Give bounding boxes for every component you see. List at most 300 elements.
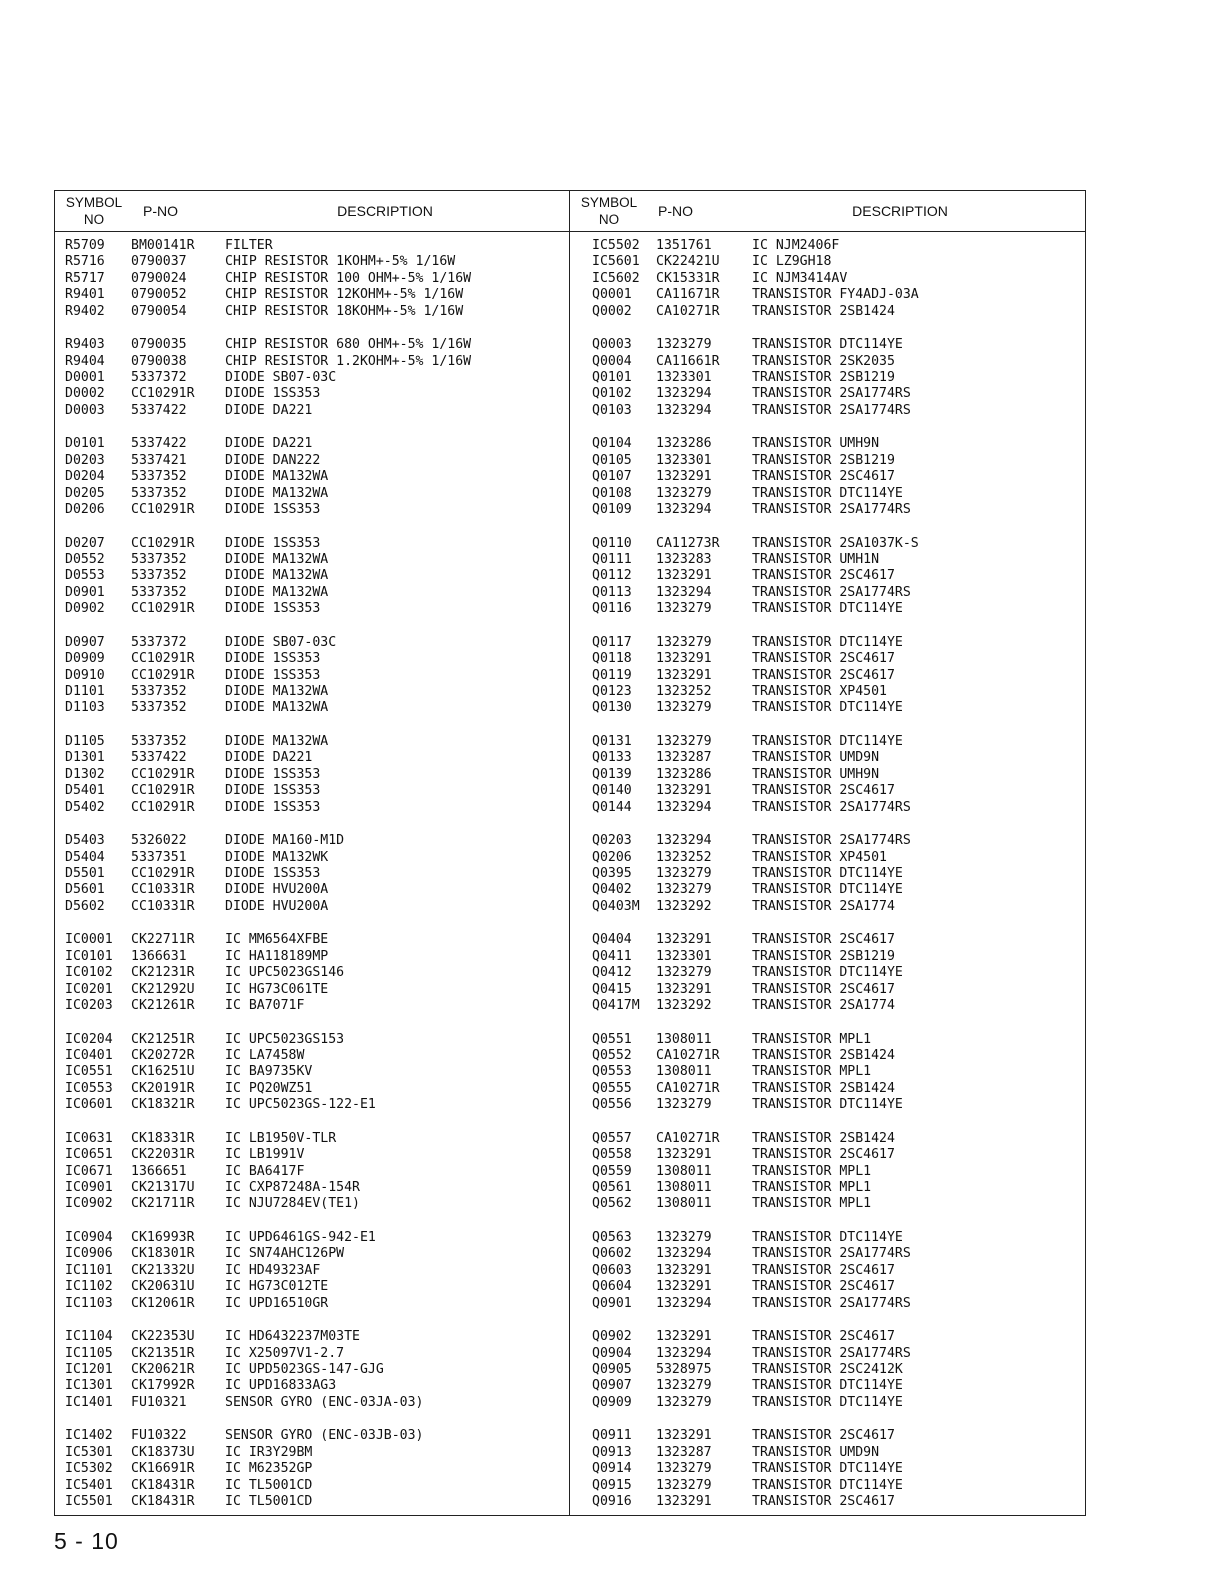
parts-group <box>55 536 569 618</box>
table-row <box>55 1263 569 1279</box>
p-no-cell: 1351761 <box>656 238 712 253</box>
description-cell: IC TL5001CD <box>225 1493 313 1509</box>
symbol-no-cell: D5401 <box>65 783 105 799</box>
p-no-cell: 1323291 <box>656 469 712 485</box>
symbol-no-cell: Q0119 <box>592 667 632 683</box>
p-no-cell: CK21231R <box>131 965 195 981</box>
p-no-cell: CA11661R <box>656 353 720 369</box>
symbol-no-cell: Q0113 <box>592 584 632 600</box>
p-no-cell: CK12061R <box>131 1295 195 1311</box>
table-row <box>570 1180 1085 1196</box>
description-cell: TRANSISTOR 2SC4617 <box>752 1279 895 1295</box>
table-row <box>570 700 1085 716</box>
table-row <box>570 1081 1085 1097</box>
table-row <box>570 536 1085 552</box>
description-cell: DIODE DA221 <box>225 750 313 766</box>
p-no-cell: CK21351R <box>131 1345 195 1361</box>
symbol-no-cell: Q0553 <box>592 1064 632 1080</box>
symbol-no-cell: D0206 <box>65 501 105 517</box>
p-no-cell: 1323292 <box>656 898 712 914</box>
p-no-cell: 1323252 <box>656 683 712 699</box>
p-no-cell: 1323291 <box>656 1147 712 1163</box>
symbol-no-cell: Q0130 <box>592 700 632 716</box>
description-cell: SENSOR GYRO (ENC-03JA-03) <box>225 1394 424 1410</box>
p-no-cell: 5337352 <box>131 568 187 584</box>
table-row <box>55 1395 569 1411</box>
p-no-cell: 1323291 <box>656 1493 712 1509</box>
table-row <box>570 1147 1085 1163</box>
symbol-no-cell: Q0116 <box>592 601 632 617</box>
symbol-no-cell: D5601 <box>65 882 105 898</box>
p-no-cell: CK21332U <box>131 1262 195 1278</box>
symbol-no-cell: Q0556 <box>592 1097 632 1113</box>
p-no-cell: 1323279 <box>656 485 712 501</box>
description-cell: DIODE 1SS353 <box>225 865 321 881</box>
description-cell: TRANSISTOR 2SC4617 <box>752 568 895 584</box>
symbol-no-cell: Q0102 <box>592 386 632 402</box>
symbol-no-cell: IC1101 <box>65 1262 113 1278</box>
table-row <box>55 354 569 370</box>
description-cell: DIODE 1SS353 <box>225 601 321 617</box>
p-no-cell: 5337352 <box>131 551 187 567</box>
right-column <box>570 191 1085 1515</box>
symbol-no-cell: IC0401 <box>65 1047 113 1063</box>
p-no-cell: 1323283 <box>656 551 712 567</box>
description-cell: DIODE MA132WA <box>225 568 329 584</box>
p-no-cell: 1323294 <box>656 1295 712 1311</box>
description-cell: TRANSISTOR 2SA1774RS <box>752 1246 911 1262</box>
symbol-no-cell: Q0909 <box>592 1394 632 1410</box>
description-cell: TRANSISTOR 2SB1219 <box>752 452 895 468</box>
symbol-no-cell: D0003 <box>65 402 105 418</box>
description-cell: DIODE MA132WA <box>225 584 329 600</box>
description-cell: TRANSISTOR 2SB1219 <box>752 948 895 964</box>
table-row <box>55 783 569 799</box>
symbol-no-cell: Q0203 <box>592 833 632 849</box>
description-cell: IC UPC5023GS-122-E1 <box>225 1097 376 1113</box>
table-row <box>570 800 1085 816</box>
p-no-cell: 1323291 <box>656 568 712 584</box>
p-no-cell: 0790052 <box>131 287 187 303</box>
table-row <box>55 1461 569 1477</box>
p-no-cell: 1308011 <box>656 1179 712 1195</box>
description-cell: DIODE MA132WA <box>225 551 329 567</box>
symbol-no-cell: Q0117 <box>592 634 632 650</box>
description-cell: TRANSISTOR 2SA1774 <box>752 997 895 1013</box>
p-no-cell: 1323279 <box>656 965 712 981</box>
p-no-cell: CA10271R <box>656 1130 720 1146</box>
symbol-no-cell: IC1104 <box>65 1329 113 1345</box>
symbol-no-cell: IC0631 <box>65 1130 113 1146</box>
parts-group <box>55 436 569 518</box>
p-no-cell: 1323287 <box>656 750 712 766</box>
description-cell: FILTER <box>225 238 273 253</box>
p-no-cell: CC10291R <box>131 651 195 667</box>
description-cell: CHIP RESISTOR 680 OHM+-5% 1/16W <box>225 337 472 353</box>
table-row <box>55 1346 569 1362</box>
header-description: DESCRIPTION <box>852 203 948 219</box>
symbol-no-cell: IC0553 <box>65 1080 113 1096</box>
description-cell: TRANSISTOR 2SC4617 <box>752 1147 895 1163</box>
description-cell: TRANSISTOR DTC114YE <box>752 634 903 650</box>
description-cell: TRANSISTOR DTC114YE <box>752 337 903 353</box>
parts-list-table <box>54 190 1086 1516</box>
parts-group <box>55 1329 569 1411</box>
table-row <box>570 486 1085 502</box>
p-no-cell: 1323294 <box>656 386 712 402</box>
p-no-cell: 1366651 <box>131 1163 187 1179</box>
parts-group <box>570 734 1085 816</box>
parts-group <box>570 1230 1085 1312</box>
header-symbol-no: SYMBOL NO <box>65 195 123 227</box>
p-no-cell: 1323301 <box>656 948 712 964</box>
symbol-no-cell: Q0133 <box>592 750 632 766</box>
p-no-cell: FU10322 <box>131 1428 187 1444</box>
table-row <box>55 1097 569 1113</box>
table-row <box>55 635 569 651</box>
p-no-cell: CC10291R <box>131 535 195 551</box>
symbol-no-cell: Q0913 <box>592 1444 632 1460</box>
p-no-cell: 1366631 <box>131 948 187 964</box>
symbol-no-cell: D0910 <box>65 667 105 683</box>
description-cell: DIODE 1SS353 <box>225 386 321 402</box>
symbol-no-cell: D0001 <box>65 369 105 385</box>
p-no-cell: 1323279 <box>656 865 712 881</box>
parts-group <box>55 1032 569 1114</box>
description-cell: IC LB1950V-TLR <box>225 1130 337 1146</box>
left-column <box>55 191 570 1515</box>
symbol-no-cell: Q0402 <box>592 882 632 898</box>
description-cell: DIODE MA160-M1D <box>225 833 345 849</box>
table-row <box>55 949 569 965</box>
symbol-no-cell: IC0102 <box>65 965 113 981</box>
description-cell: DIODE HVU200A <box>225 882 329 898</box>
description-cell: TRANSISTOR UMH9N <box>752 766 880 782</box>
table-row <box>55 271 569 287</box>
table-row <box>55 833 569 849</box>
table-row <box>570 1494 1085 1510</box>
table-row <box>570 1064 1085 1080</box>
symbol-no-cell: Q0562 <box>592 1196 632 1212</box>
description-cell: SENSOR GYRO (ENC-03JB-03) <box>225 1428 424 1444</box>
p-no-cell: 5337372 <box>131 369 187 385</box>
description-cell: TRANSISTOR 2SA1037K-S <box>752 535 919 551</box>
table-row <box>570 998 1085 1014</box>
p-no-cell: CK18301R <box>131 1246 195 1262</box>
symbol-no-cell: R9403 <box>65 337 105 353</box>
symbol-no-cell: Q0112 <box>592 568 632 584</box>
p-no-cell: CK20272R <box>131 1047 195 1063</box>
description-cell: TRANSISTOR 2SC4617 <box>752 783 895 799</box>
p-no-cell: 1323279 <box>656 1477 712 1493</box>
table-row <box>55 502 569 518</box>
description-cell: DIODE DA221 <box>225 436 313 452</box>
description-cell: TRANSISTOR 2SA1774RS <box>752 501 911 517</box>
description-cell: TRANSISTOR 2SA1774RS <box>752 584 911 600</box>
description-cell: IC BA9735KV <box>225 1064 313 1080</box>
right-header <box>570 191 1085 232</box>
description-cell: IC SN74AHC126PW <box>225 1246 345 1262</box>
parts-group <box>570 635 1085 717</box>
table-row <box>570 982 1085 998</box>
p-no-cell: CK22353U <box>131 1329 195 1345</box>
p-no-cell: CK17992R <box>131 1378 195 1394</box>
symbol-no-cell: Q0107 <box>592 469 632 485</box>
symbol-no-cell: Q0411 <box>592 948 632 964</box>
symbol-no-cell: D0204 <box>65 469 105 485</box>
parts-group <box>570 1428 1085 1510</box>
description-cell: DIODE MA132WA <box>225 734 329 749</box>
p-no-cell: CK21711R <box>131 1196 195 1212</box>
header-p-no: P-NO <box>658 203 693 219</box>
p-no-cell: CK21317U <box>131 1179 195 1195</box>
description-cell: TRANSISTOR DTC114YE <box>752 485 903 501</box>
table-row <box>570 651 1085 667</box>
description-cell: DIODE DA221 <box>225 402 313 418</box>
table-row <box>570 684 1085 700</box>
symbol-no-cell: R5717 <box>65 270 105 286</box>
description-cell: TRANSISTOR MPL1 <box>752 1064 872 1080</box>
symbol-no-cell: Q0108 <box>592 485 632 501</box>
symbol-no-cell: IC0101 <box>65 948 113 964</box>
table-row <box>570 750 1085 766</box>
symbol-no-cell: Q0105 <box>592 452 632 468</box>
symbol-no-cell: Q0916 <box>592 1493 632 1509</box>
table-row <box>570 1131 1085 1147</box>
symbol-no-cell: D5501 <box>65 865 105 881</box>
description-cell: TRANSISTOR XP4501 <box>752 849 887 865</box>
table-row <box>55 800 569 816</box>
parts-group <box>55 635 569 717</box>
parts-group <box>570 1329 1085 1411</box>
symbol-no-cell: Q0395 <box>592 865 632 881</box>
description-cell: TRANSISTOR 2SC4617 <box>752 667 895 683</box>
table-row <box>570 1362 1085 1378</box>
table-row <box>570 1329 1085 1345</box>
p-no-cell: 1323279 <box>656 1378 712 1394</box>
p-no-cell: CC10291R <box>131 501 195 517</box>
symbol-no-cell: Q0604 <box>592 1279 632 1295</box>
p-no-cell: CK18321R <box>131 1097 195 1113</box>
p-no-cell: 1323291 <box>656 981 712 997</box>
symbol-no-cell: IC5601 <box>592 254 640 270</box>
table-row <box>570 1196 1085 1212</box>
table-row <box>55 469 569 485</box>
symbol-no-cell: IC0001 <box>65 932 113 948</box>
description-cell: IC UPC5023GS153 <box>225 1031 345 1047</box>
table-row <box>55 734 569 750</box>
table-row <box>55 536 569 552</box>
table-row <box>55 1428 569 1444</box>
description-cell: TRANSISTOR DTC114YE <box>752 601 903 617</box>
p-no-cell: CK16691R <box>131 1461 195 1477</box>
table-row <box>570 403 1085 419</box>
p-no-cell: 0790038 <box>131 353 187 369</box>
p-no-cell: 1308011 <box>656 1064 712 1080</box>
description-cell: TRANSISTOR DTC114YE <box>752 1378 903 1394</box>
table-row <box>570 1164 1085 1180</box>
table-row <box>570 1263 1085 1279</box>
description-cell: TRANSISTOR 2SB1424 <box>752 1080 895 1096</box>
description-cell: TRANSISTOR DTC114YE <box>752 734 903 749</box>
symbol-no-cell: Q0103 <box>592 402 632 418</box>
table-row <box>55 1081 569 1097</box>
table-row <box>570 668 1085 684</box>
symbol-no-cell: IC0203 <box>65 997 113 1013</box>
table-row <box>55 965 569 981</box>
table-row <box>570 1395 1085 1411</box>
p-no-cell: CC10331R <box>131 882 195 898</box>
symbol-no-cell: IC0204 <box>65 1031 113 1047</box>
p-no-cell: 5337352 <box>131 734 187 749</box>
table-row <box>55 850 569 866</box>
symbol-no-cell: IC0904 <box>65 1230 113 1245</box>
table-row <box>55 1378 569 1394</box>
table-row <box>55 750 569 766</box>
symbol-no-cell: D0553 <box>65 568 105 584</box>
description-cell: TRANSISTOR DTC114YE <box>752 865 903 881</box>
p-no-cell: 5337352 <box>131 584 187 600</box>
p-no-cell: CK18431R <box>131 1493 195 1509</box>
description-cell: DIODE DAN222 <box>225 452 321 468</box>
table-row <box>55 1230 569 1246</box>
p-no-cell: CK21251R <box>131 1031 195 1047</box>
p-no-cell: 5337352 <box>131 469 187 485</box>
symbol-no-cell: IC0651 <box>65 1147 113 1163</box>
p-no-cell: 0790024 <box>131 270 187 286</box>
table-row <box>570 304 1085 320</box>
p-no-cell: CK18431R <box>131 1477 195 1493</box>
table-row <box>55 238 569 254</box>
symbol-no-cell: Q0915 <box>592 1477 632 1493</box>
symbol-no-cell: Q0551 <box>592 1031 632 1047</box>
table-row <box>570 254 1085 270</box>
table-row <box>570 1428 1085 1444</box>
p-no-cell: 5337352 <box>131 485 187 501</box>
symbol-no-cell: Q0907 <box>592 1378 632 1394</box>
table-row <box>55 1196 569 1212</box>
description-cell: TRANSISTOR DTC114YE <box>752 1394 903 1410</box>
description-cell: TRANSISTOR 2SC4617 <box>752 932 895 948</box>
description-cell: IC LA7458W <box>225 1047 305 1063</box>
description-cell: DIODE 1SS353 <box>225 651 321 667</box>
description-cell: TRANSISTOR DTC114YE <box>752 882 903 898</box>
symbol-no-cell: R9402 <box>65 303 105 319</box>
table-row <box>55 1064 569 1080</box>
p-no-cell: CC10291R <box>131 667 195 683</box>
table-row <box>570 1279 1085 1295</box>
table-row <box>570 1097 1085 1113</box>
p-no-cell: CA11273R <box>656 535 720 551</box>
symbol-no-cell: D5402 <box>65 799 105 815</box>
description-cell: TRANSISTOR 2SC4617 <box>752 469 895 485</box>
p-no-cell: CA10271R <box>656 1080 720 1096</box>
parts-group <box>55 337 569 419</box>
symbol-no-cell: D1301 <box>65 750 105 766</box>
description-cell: DIODE 1SS353 <box>225 667 321 683</box>
table-row <box>55 1147 569 1163</box>
p-no-cell: 1323291 <box>656 783 712 799</box>
table-row <box>55 1362 569 1378</box>
table-row <box>55 403 569 419</box>
description-cell: IC MM6564XFBE <box>225 932 329 948</box>
table-row <box>55 998 569 1014</box>
description-cell: TRANSISTOR 2SA1774 <box>752 898 895 914</box>
table-row <box>55 1296 569 1312</box>
left-header <box>55 191 569 232</box>
table-row <box>570 585 1085 601</box>
description-cell: CHIP RESISTOR 100 OHM+-5% 1/16W <box>225 270 472 286</box>
symbol-no-cell: Q0404 <box>592 932 632 948</box>
p-no-cell: 1323279 <box>656 601 712 617</box>
symbol-no-cell: IC1201 <box>65 1361 113 1377</box>
p-no-cell: 1323294 <box>656 584 712 600</box>
p-no-cell: 5337352 <box>131 700 187 716</box>
symbol-no-cell: D0101 <box>65 436 105 452</box>
symbol-no-cell: Q0144 <box>592 799 632 815</box>
p-no-cell: CK21292U <box>131 981 195 997</box>
description-cell: TRANSISTOR MPL1 <box>752 1163 872 1179</box>
symbol-no-cell: R9404 <box>65 353 105 369</box>
p-no-cell: 1323279 <box>656 1394 712 1410</box>
table-row <box>570 767 1085 783</box>
description-cell: TRANSISTOR DTC114YE <box>752 1097 903 1113</box>
p-no-cell: 1323286 <box>656 766 712 782</box>
table-row <box>55 1246 569 1262</box>
p-no-cell: 1308011 <box>656 1163 712 1179</box>
symbol-no-cell: Q0603 <box>592 1262 632 1278</box>
symbol-no-cell: D5602 <box>65 898 105 914</box>
description-cell: IC UPD6461GS-942-E1 <box>225 1230 376 1245</box>
symbol-no-cell: IC1401 <box>65 1394 113 1410</box>
symbol-no-cell: Q0109 <box>592 501 632 517</box>
p-no-cell: CC10331R <box>131 898 195 914</box>
symbol-no-cell: IC0901 <box>65 1179 113 1195</box>
table-row <box>570 354 1085 370</box>
p-no-cell: 1323301 <box>656 369 712 385</box>
p-no-cell: 1323294 <box>656 799 712 815</box>
table-row <box>55 304 569 320</box>
p-no-cell: 1323279 <box>656 1097 712 1113</box>
description-cell: DIODE SB07-03C <box>225 634 337 650</box>
table-row <box>570 601 1085 617</box>
parts-group <box>570 238 1085 320</box>
symbol-no-cell: IC5302 <box>65 1461 113 1477</box>
description-cell: TRANSISTOR UMH9N <box>752 436 880 452</box>
p-no-cell: 5337422 <box>131 402 187 418</box>
table-row <box>570 287 1085 303</box>
table-row <box>570 568 1085 584</box>
p-no-cell: 1323292 <box>656 997 712 1013</box>
table-row <box>55 386 569 402</box>
description-cell: TRANSISTOR 2SC4617 <box>752 1329 895 1345</box>
table-row <box>570 386 1085 402</box>
p-no-cell: 1308011 <box>656 1196 712 1212</box>
description-cell: TRANSISTOR 2SB1424 <box>752 1047 895 1063</box>
table-row <box>55 1445 569 1461</box>
symbol-no-cell: D0203 <box>65 452 105 468</box>
p-no-cell: 5337372 <box>131 634 187 650</box>
symbol-no-cell: Q0118 <box>592 651 632 667</box>
description-cell: IC BA7071F <box>225 997 305 1013</box>
table-row <box>570 932 1085 948</box>
symbol-no-cell: Q0123 <box>592 683 632 699</box>
table-row <box>570 1478 1085 1494</box>
description-cell: TRANSISTOR FY4ADJ-03A <box>752 287 919 303</box>
p-no-cell: 5328975 <box>656 1361 712 1377</box>
p-no-cell: CC10291R <box>131 783 195 799</box>
table-row <box>55 436 569 452</box>
